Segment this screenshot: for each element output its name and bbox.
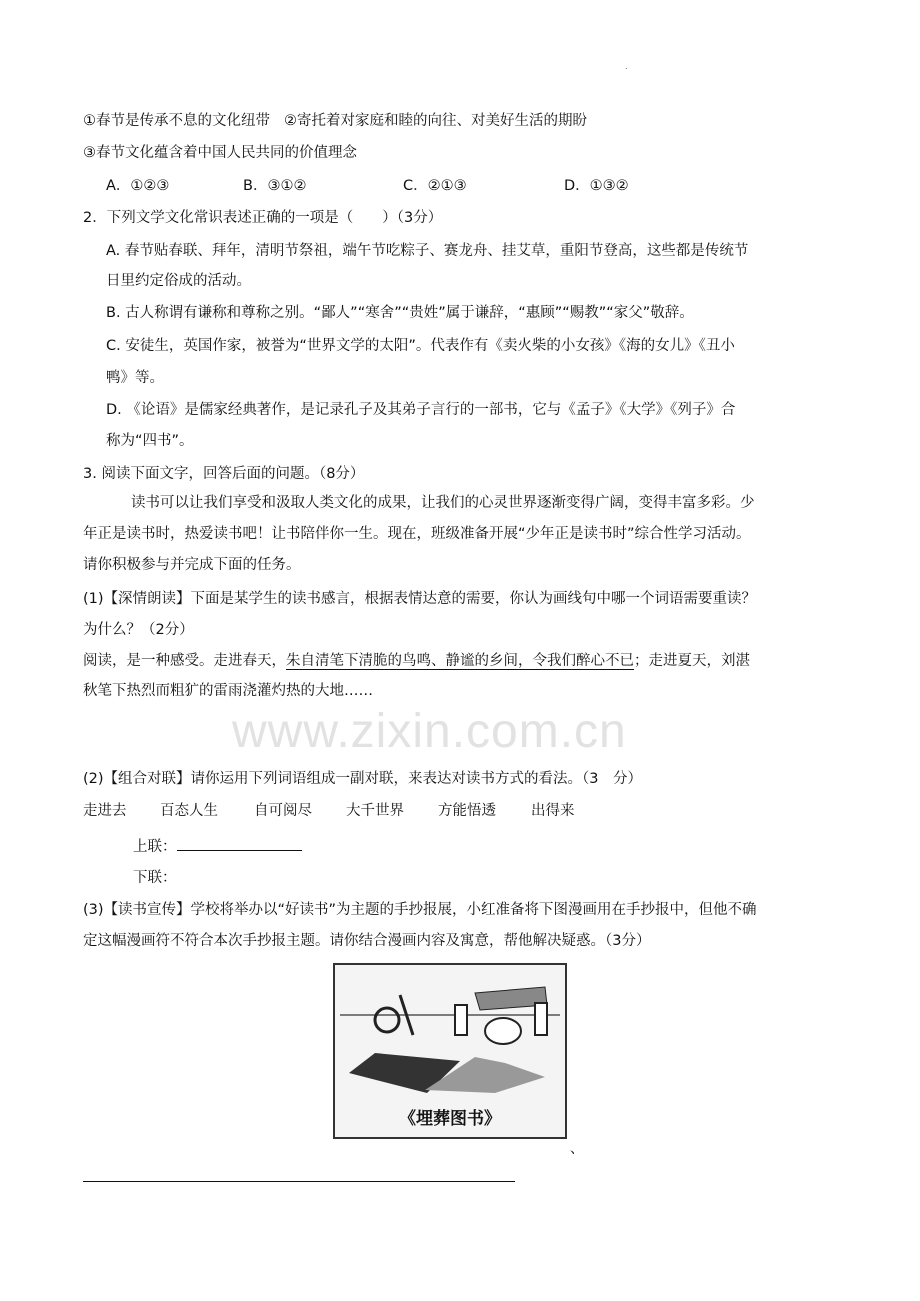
option-b[interactable]: B．③①② bbox=[243, 178, 307, 194]
word: 出得来 bbox=[531, 803, 575, 819]
option-a[interactable]: A．①②③ bbox=[106, 178, 170, 194]
q2-option-c-line2: 鸭》等。 bbox=[106, 370, 164, 386]
answer-line[interactable] bbox=[83, 1181, 515, 1182]
cartoon-image bbox=[333, 963, 567, 1139]
p1-passage-line1 bbox=[83, 651, 750, 671]
option-c[interactable]: C．②①③ bbox=[403, 178, 467, 194]
word: 大千世界 bbox=[346, 803, 404, 819]
word: 走进去 bbox=[83, 803, 127, 819]
word: 自可阅尽 bbox=[254, 803, 312, 819]
q3-intro-line1: 读书可以让我们享受和汲取人类文化的成果，让我们的心灵世界逐渐变得广阔，变得丰富多彩。少 bbox=[131, 495, 755, 511]
p1-passage-line2: 秋笔下热烈而粗犷的雷雨浇灌灼热的大地…… bbox=[83, 683, 373, 699]
passage-text: 阅读，是一种感受。走进春天， bbox=[83, 653, 286, 669]
q1-statements-line1 bbox=[83, 111, 587, 131]
p1-stem-line1: (1)【深情朗读】下面是某学生的读书感言，根据表情达意的需要，你认为画线句中哪一个词语需要重读？ bbox=[83, 591, 757, 607]
option-d[interactable]: D．①③② bbox=[564, 178, 629, 194]
upper-couplet bbox=[133, 836, 302, 857]
statement-1: ①春节是传承不息的文化纽带 bbox=[83, 113, 270, 129]
p3-stem-line2: 定这幅漫画符不符合本次手抄报主题。请你结合漫画内容及寓意，帮他解决疑惑。（3分） bbox=[83, 933, 651, 949]
watermark: www.zixin.com.cn bbox=[232, 705, 627, 758]
q2-option-b: B. 古人称谓有谦称和尊称之别。“鄙人”“寒舍”“贵姓”属于谦辞，“惠顾”“赐教”“家父”敬辞。 bbox=[106, 305, 694, 321]
q2-option-a-line2: 日里约定俗成的活动。 bbox=[106, 273, 251, 289]
upper-couplet-label: 上联： bbox=[133, 839, 177, 855]
q2-stem: 2．下列文学文化常识表述正确的一项是（ ）（3分） bbox=[83, 210, 443, 226]
game-controller-icon bbox=[485, 1018, 521, 1044]
headphones-icon bbox=[375, 1008, 399, 1032]
q2-option-d-line2: 称为“四书”。 bbox=[106, 433, 194, 449]
punctuation-mark: 、 bbox=[570, 1141, 584, 1157]
word: 方能悟透 bbox=[438, 803, 496, 819]
q3-stem: 3. 阅读下面文字，回答后面的问题。（8分） bbox=[83, 466, 365, 482]
p1-stem-line2: 为什么？（2分） bbox=[83, 622, 194, 638]
q2-option-c-line1: C. 安徒生，英国作家，被誉为“世界文学的太阳”。代表作有《卖火柴的小女孩》《海的女儿》《丑小 bbox=[106, 338, 735, 354]
passage-text: ；走进夏天，刘湛 bbox=[634, 653, 750, 669]
underlined-sentence: 朱自清笔下清脆的鸟鸣、静谧的乡间，令我们醉心不已 bbox=[286, 653, 634, 669]
lower-couplet-label: 下联： bbox=[133, 870, 177, 886]
statement-3: ③春节文化蕴含着中国人民共同的价值理念 bbox=[83, 145, 357, 161]
word: 百态人生 bbox=[160, 803, 218, 819]
p2-word-list bbox=[83, 801, 603, 821]
cartoon-caption: 《埋葬图书》 bbox=[399, 1109, 501, 1129]
statement-2: ②寄托着对家庭和睦的向往、对美好生活的期盼 bbox=[284, 113, 587, 129]
q2-option-a-line1: A. 春节贴春联、拜年，清明节祭祖，端午节吃粽子、赛龙舟、挂艾草，重阳节登高，这些都是传统节 bbox=[106, 243, 749, 259]
p3-stem-line1: (3)【读书宣传】学校将举办以“好读书”为主题的手抄报展，小红准备将下图漫画用在手抄报中，但他不确 bbox=[83, 902, 757, 918]
p2-stem: (2)【组合对联】请你运用下列词语组成一副对联，来表达对读书方式的看法。（3 分） bbox=[83, 771, 643, 787]
q1-options bbox=[106, 176, 666, 196]
q3-intro-line3: 请你积极参与并完成下面的任务。 bbox=[83, 557, 301, 573]
upper-couplet-blank[interactable] bbox=[177, 836, 302, 851]
q2-option-d-line1: D. 《论语》是儒家经典著作，是记录孔子及其弟子言行的一部书，它与《孟子》《大学》《列子》合 bbox=[106, 402, 736, 418]
page-mark: . bbox=[625, 62, 628, 71]
q3-intro-line2: 年正是读书时，热爱读书吧！让书陪伴你一生。现在，班级准备开展“少年正是读书时”综合性学习活动。 bbox=[83, 526, 751, 542]
